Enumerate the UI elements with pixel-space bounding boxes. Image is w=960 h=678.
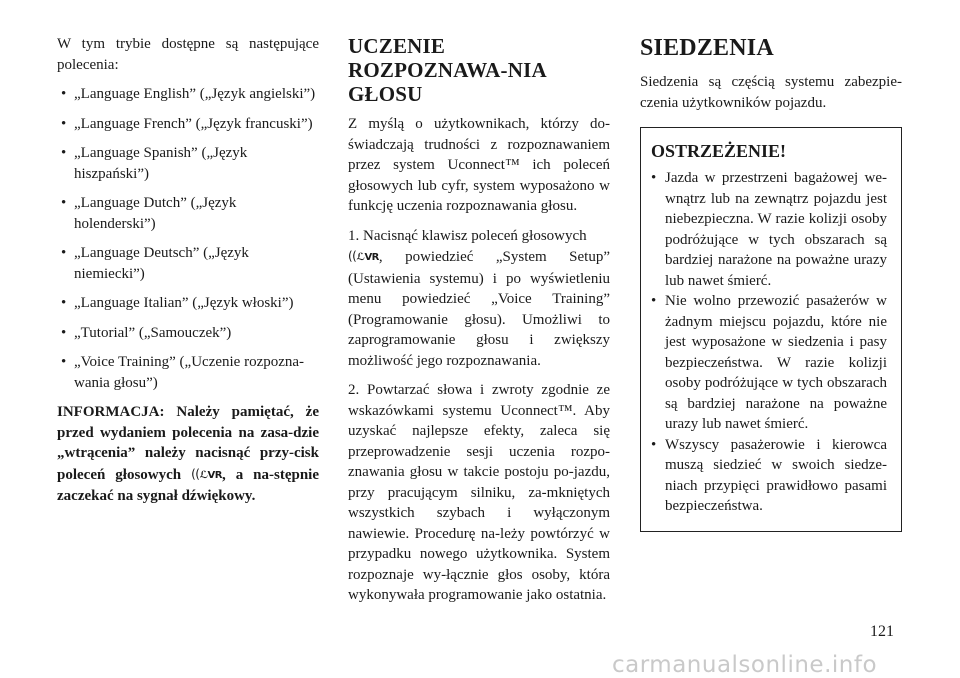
- step-1-text-start: 1. Nacisnąć klawisz poleceń głosowych: [348, 227, 587, 244]
- list-item: • „Language French” („Język francuski”): [57, 114, 319, 135]
- warning-title: OSTRZEŻENIE!: [651, 141, 787, 161]
- column-middle: [348, 34, 610, 615]
- note-text-start: INFORMACJA: Należy pamiętać, że przed wydaniem polecenia na zasa-dzie „wtrącenia” należy nacisnąć przy-cisk poleceń głosowych: [57, 404, 319, 483]
- seats-intro: Siedzenia są częścią systemu zabezpie-czenia użytkowników pojazdu.: [640, 74, 902, 111]
- column-right: [640, 34, 902, 532]
- paragraph-step-1: [348, 226, 610, 372]
- column-left: [57, 34, 319, 507]
- list-item: • „Language Italian” („Język włoski”): [57, 293, 319, 314]
- note-text-end: , a na-stępnie zaczekać na sygnał dźwiękowy.: [57, 466, 319, 504]
- section-title-seats: SIEDZENIA: [640, 35, 774, 61]
- voice-command-icon: ((ℒVR: [348, 249, 379, 263]
- list-item: • Jazda w przestrzeni bagażowej we-wnątrz lub na zewnątrz pojazdu jest niebezpieczna. W razie kolizji osoby podróżujące w tych obszarach są bardziej narażone na poważne urazy lub nawet śmierć.: [651, 168, 887, 291]
- paragraph-intro: Z myślą o użytkownikach, którzy do-świadczają trudności z rozpoznawaniem przez system Uconnect™ ich poleceń głosowych lub cyfr, system wyposażono w funkcję uczenia rozpoznawania głosu.: [348, 116, 610, 214]
- information-note: [57, 402, 319, 507]
- paragraph-step-2: 2. Powtarzać słowa i zwroty zgodnie ze wskazówkami systemu Uconnect™. Aby uzyskać najlepsze efekty, zaleca się przeprowadzenie sesji uczenia rozpo-znawania głosu w takcie postoju po-jazdu, przy pracującym silniku, za-mkniętych wszystkich szybach i wyłączonym nawiewie. Procedurę na-leży powtórzyć w przypadku nowego użytkownika. System rozpoznaje wy-łącznie głos osoby, która wykonywała programowanie jako ostatnia.: [348, 382, 610, 603]
- warning-list: [651, 168, 887, 517]
- list-item: • „Language Deutsch” („Język niemiecki”): [57, 243, 319, 284]
- section-title-voice-training: UCZENIE ROZPOZNAWA-NIA GŁOSU: [348, 34, 546, 106]
- list-item: • „Voice Training” („Uczenie rozpozna-wania głosu”): [57, 352, 319, 393]
- list-item: • Nie wolno przewozić pasażerów w żadnym miejscu pojazdu, które nie jest wyposażone w siedzenia i pasy bezpieczeństwa. W razie kolizji osoby podróżujące w tych obszarach są bardziej narażone na poważne urazy lub nawet śmierć.: [651, 291, 887, 435]
- step-1-text-end: , powiedzieć „System Setup” (Ustawienia systemu) i po wyświetleniu menu powiedzieć „Voice Training” (Programowanie głosu). Umożliwi to zaprogramowanie głosu i zwiększy możliwość jego rozpoznawania.: [348, 249, 610, 369]
- page-number: 121: [870, 623, 894, 640]
- warning-box: [640, 127, 902, 532]
- list-item: • „Language Dutch” („Język holenderski”): [57, 193, 319, 234]
- list-item: • „Language English” („Język angielski”): [57, 84, 319, 105]
- list-item: • Wszyscy pasażerowie i kierowca muszą siedzieć w swoich siedze-niach przypięci prawidłowo pasami bezpieczeństwa.: [651, 435, 887, 517]
- commands-intro: W tym trybie dostępne są następujące polecenia:: [57, 36, 319, 73]
- commands-list: [57, 84, 319, 393]
- voice-command-icon: ((ℒVR: [191, 466, 222, 481]
- list-item: • „Tutorial” („Samouczek”): [57, 323, 319, 344]
- list-item: • „Language Spanish” („Język hiszpański”): [57, 143, 319, 184]
- watermark: carmanualsonline.info: [612, 652, 878, 678]
